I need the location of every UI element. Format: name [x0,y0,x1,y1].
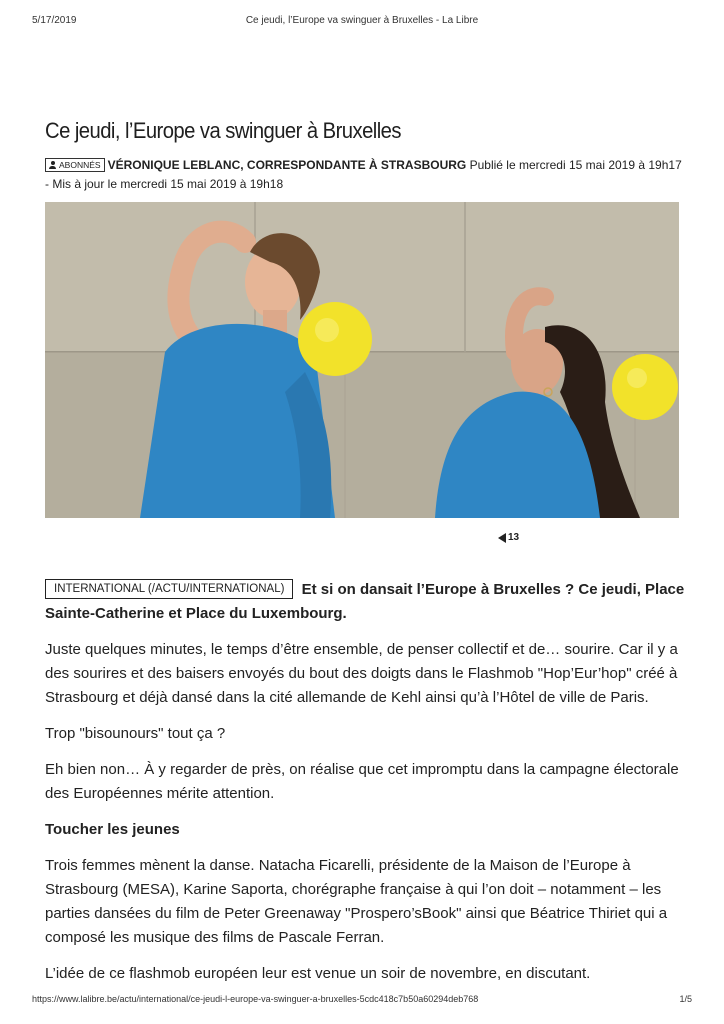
gallery-count: 13 [508,532,520,543]
paragraph-2: Trop "bisounours" tout ça ? [45,725,226,742]
print-document-title: Ce jeudi, l’Europe va swinguer à Bruxelles - La Libre [245,15,479,26]
print-header [0,15,724,29]
subheading: Toucher les jeunes [45,821,180,838]
publication-date: Publié le mercredi 15 mai 2019 à 19h17 - Mis à jour le mercredi 15 mai 2019 à 19h18 [45,158,682,191]
byline [45,156,685,194]
article-body [45,578,685,998]
paragraph-4: Trois femmes mènent la danse. Natacha Ficarelli, présidente de la Maison de l’Europe à Strasbourg (MESA), Karine Saporta, chorégraphe française à qui l’on doit – notamment – les parties dansées du film de Peter Greenaway "Prospero’sBook" ainsi que Béatrice Thiriet qui a composé les musique des films de Pascale Ferran. [45,857,668,946]
page-number: 1/5 [679,994,692,1004]
subscribers-badge[interactable] [45,158,105,172]
paragraph-1: Juste quelques minutes, le temps d’être ensemble, de penser collectif et de… sourire. Car il y a des sourires et des baisers envoyés du bout des doigts dans le Flashmob "Hop’Eur’hop" créé à Strasbourg et déjà dansé dans la cité allemande de Kehl ainsi qu’à l’Hôtel de ville de Paris. [45,641,678,706]
paragraph-5: L’idée de ce flashmob européen leur est venue un soir de novembre, en discutant. [45,965,591,982]
triangle-left-icon [498,533,506,543]
section-tag-link[interactable]: INTERNATIONAL (/ACTU/INTERNATIONAL) [45,579,293,599]
dancers-illustration [45,202,679,518]
subscribers-badge-label: ABONNÉS [59,160,101,170]
print-date: 5/17/2019 [32,15,77,26]
lead-text: Et si on dansait l’Europe à Bruxelles ? Ce jeudi, Place Sainte-Catherine et Place du Luxembourg. [45,581,685,622]
print-url: https://www.lalibre.be/actu/international/ce-jeudi-l-europe-va-swinguer-a-bruxelles-5cdc418c7b50a60294deb768 [32,994,479,1004]
user-icon [49,161,56,169]
paragraph-3: Eh bien non… À y regarder de près, on réalise que cet impromptu dans la campagne électorale des Européennes mérite attention. [45,761,679,802]
gallery-prev-button[interactable] [498,532,519,543]
article-lead [45,578,685,626]
author-name[interactable]: VÉRONIQUE LEBLANC, CORRESPONDANTE À STRASBOURG [107,158,467,172]
article-photo[interactable] [45,202,679,518]
article-headline: Ce jeudi, l’Europe va swinguer à Bruxelles [45,118,401,143]
print-footer [0,994,724,1008]
